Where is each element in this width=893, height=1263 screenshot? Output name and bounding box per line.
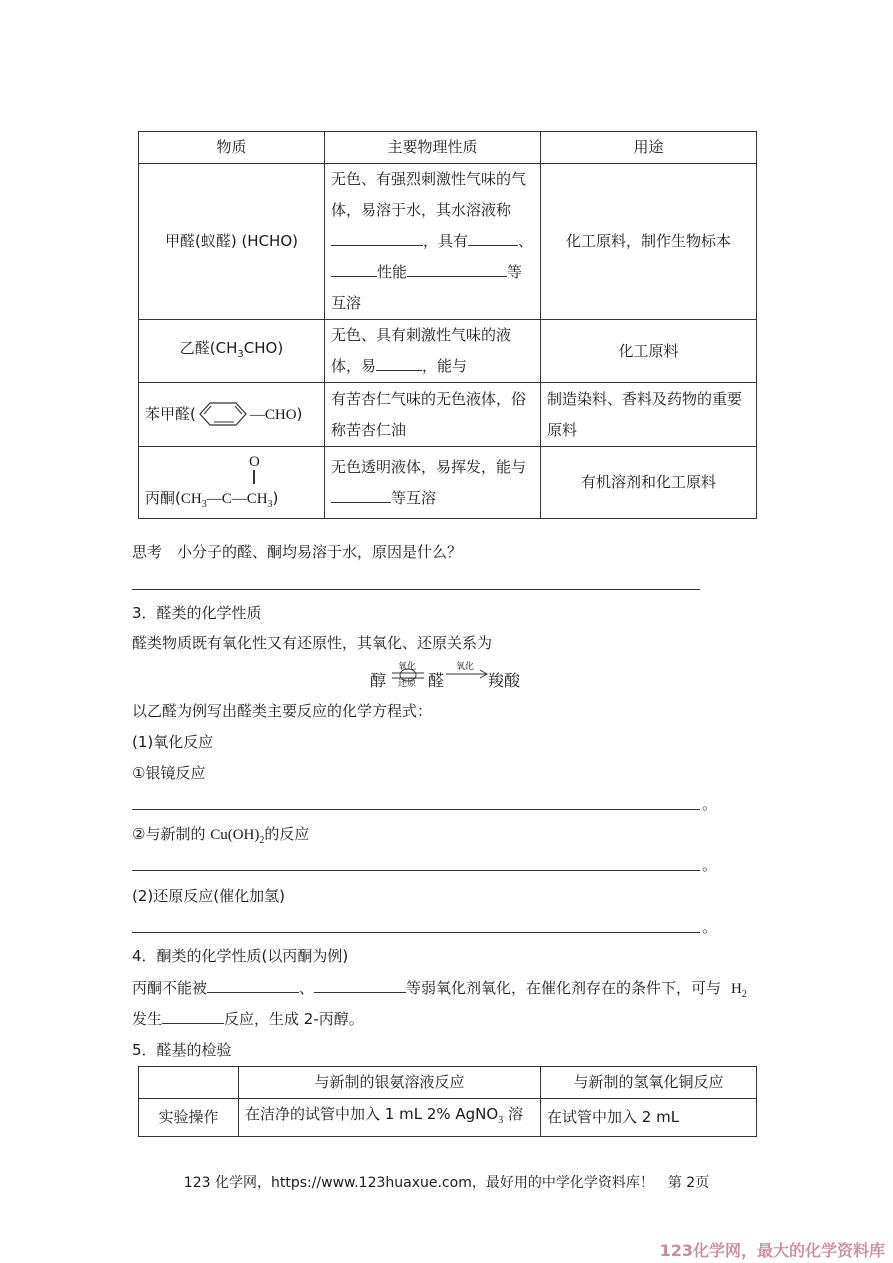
use-formaldehyde: 化工原料，制作生物标本	[541, 164, 757, 320]
oxidation-heading: (1)氧化反应	[132, 733, 214, 751]
header-silver-ammonia: 与新制的银氨溶液反应	[239, 1067, 541, 1099]
answer-line	[132, 809, 700, 810]
cell-copper-operation: 在试管中加入 2 mL	[541, 1099, 757, 1137]
header-substance: 物质	[139, 132, 325, 164]
answer-line	[132, 589, 700, 590]
watermark: 123化学网，最大的化学资料库	[659, 1241, 885, 1260]
section-4-line-2: 发生 反应，生成 2-丙醇。	[132, 1007, 364, 1029]
table-header-row	[139, 1067, 757, 1099]
answer-line	[132, 932, 700, 933]
blank-line	[331, 229, 423, 246]
arrow-icon	[446, 669, 490, 679]
benzene-ring-icon	[196, 401, 250, 427]
table-row	[139, 320, 757, 383]
blank-line	[376, 354, 422, 371]
substance-formaldehyde: 甲醛(蚁醛) (HCHO)	[139, 164, 325, 320]
example-text: 以乙醛为例写出醛类主要反应的化学方程式：	[132, 702, 433, 720]
aldehyde-test-table	[138, 1066, 757, 1137]
properties-benzaldehyde: 有苦杏仁气味的无色液体，俗 称苦杏仁油	[325, 383, 541, 447]
table-header-row	[139, 132, 757, 164]
silver-mirror-heading: ①银镜反应	[132, 764, 206, 782]
table-row	[139, 164, 757, 320]
blank-line	[162, 1007, 224, 1024]
section-3-title: 3．醛类的化学性质	[132, 604, 262, 622]
page-footer: 123 化学网，https://www.123huaxue.com，最好用的中学化学资料库！ 第 2页	[183, 1175, 710, 1191]
row-label-operation: 实验操作	[139, 1099, 239, 1137]
substance-benzaldehyde: 苯甲醛( —CHO)	[139, 383, 325, 447]
blank-line	[407, 260, 507, 277]
use-acetaldehyde: 化工原料	[541, 320, 757, 383]
answer-line	[132, 870, 700, 871]
section-3-intro: 醛类物质既有氧化性又有还原性，其氧化、还原关系为	[132, 634, 493, 652]
properties-formaldehyde: 无色、有强烈刺激性气味的气 体，易溶于水，其水溶液称 ，具有 、 性能 等 互溶	[325, 164, 541, 320]
header-copper-hydroxide: 与新制的氢氧化铜反应	[541, 1067, 757, 1099]
substance-acetone: O 丙酮$(CH_3—C—CH_3)$	[139, 447, 325, 519]
blank-line	[314, 976, 406, 993]
blank-line	[331, 260, 377, 277]
header-properties: 主要物理性质	[325, 132, 541, 164]
table-row	[139, 1099, 757, 1137]
blank-line	[331, 486, 391, 503]
use-acetone: 有机溶剂和化工原料	[541, 447, 757, 519]
copper-hydroxide-heading: ②与新制的 $Cu(OH)_2$的反应	[132, 825, 310, 846]
properties-acetone: 无色透明液体，易挥发，能与 等互溶	[325, 447, 541, 519]
cell-silver-operation: 在洁净的试管中加入 1 mL 2% AgNO$_3$ 溶	[239, 1099, 541, 1137]
section-5-title: 5．醛基的检验	[132, 1041, 232, 1059]
substance-acetaldehyde: 乙醛$(CH_3CHO)$	[139, 320, 325, 383]
table-row	[139, 447, 757, 519]
properties-acetaldehyde: 无色、具有刺激性气味的液 体，易 ，能与	[325, 320, 541, 383]
aldehyde-properties-table	[138, 131, 757, 519]
reduction-heading: (2)还原反应(催化加氢)	[132, 887, 285, 905]
double-bond-icon	[253, 470, 256, 484]
blank-line	[468, 229, 518, 246]
section-4-title: 4．酮类的化学性质(以丙酮为例)	[132, 947, 349, 965]
table-row	[139, 383, 757, 447]
blank-line	[207, 976, 299, 993]
use-benzaldehyde: 制造染料、香料及药物的重要 原料	[541, 383, 757, 447]
section-4-line-1: 丙酮不能被 、 等弱氧化剂氧化，在催化剂存在的条件下，可与 $H_2$	[132, 976, 747, 1000]
header-use: 用途	[541, 132, 757, 164]
think-question: 思考 小分子的醛、酮均易溶于水，原因是什么？	[132, 543, 463, 561]
equilibrium-arrows-icon	[390, 664, 428, 686]
